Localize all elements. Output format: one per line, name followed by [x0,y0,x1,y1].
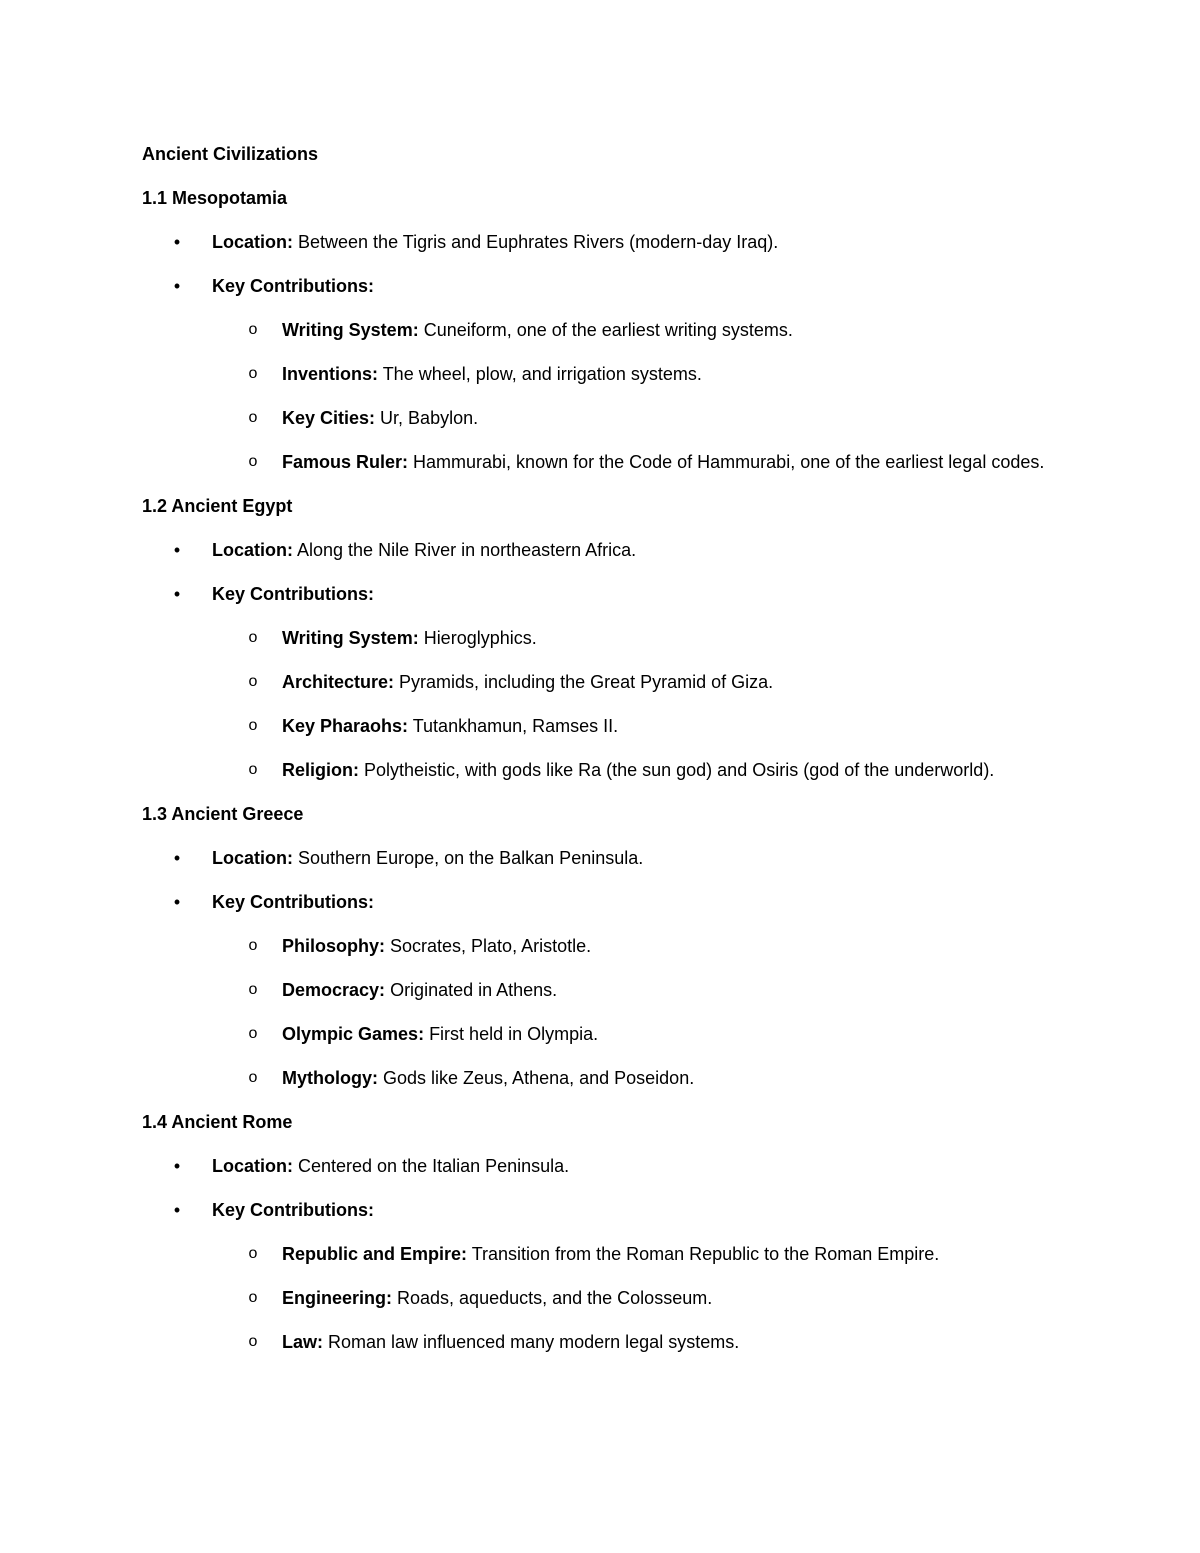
contribution-item [142,935,1082,957]
contribution-label: Writing System: [282,628,419,648]
sub-bullet-marker-icon: o [248,1245,258,1262]
contributions-label: Key Contributions: [212,892,374,912]
sections-container [142,187,1082,1353]
sub-bullet-marker-icon: o [248,409,258,426]
sub-bullet-marker-icon: o [248,453,258,470]
contribution-text: Roman law influenced many modern legal systems. [323,1332,740,1352]
location-text: Southern Europe, on the Balkan Peninsula. [293,848,644,868]
contribution-text: Roads, aqueducts, and the Colosseum. [392,1288,713,1308]
contribution-item [142,979,1082,1001]
contribution-text: First held in Olympia. [424,1024,599,1044]
contributions-bullet [142,1199,1082,1221]
contribution-item [142,1067,1082,1089]
contribution-label: Inventions: [282,364,379,384]
location-label: Location: [212,848,293,868]
contribution-text: Ur, Babylon. [375,408,479,428]
sub-bullet-marker-icon: o [248,321,258,338]
contribution-item [142,1331,1082,1353]
location-bullet [142,847,1082,869]
document-page [142,143,1082,1375]
sub-bullet-marker-icon: o [248,937,258,954]
contribution-text: Transition from the Roman Republic to the Roman Empire. [467,1244,940,1264]
sub-bullet-marker-icon: o [248,1289,258,1306]
contribution-text: Gods like Zeus, Athena, and Poseidon. [378,1068,695,1088]
contribution-item [142,715,1082,737]
contribution-item [142,1243,1082,1265]
contribution-label: Mythology: [282,1068,378,1088]
bullet-marker-icon: • [173,276,181,296]
contribution-label: Philosophy: [282,936,385,956]
document-title: Ancient Civilizations [142,144,319,164]
contribution-label: Engineering: [282,1288,393,1308]
bullet-marker-icon: • [173,848,181,868]
sub-bullet-marker-icon: o [248,1025,258,1042]
contribution-item [142,451,1082,473]
contribution-label: Religion: [282,760,359,780]
contribution-item [142,319,1082,341]
contribution-item [142,407,1082,429]
contribution-label: Architecture: [282,672,395,692]
contribution-text: Socrates, Plato, Aristotle. [385,936,592,956]
contribution-label: Writing System: [282,320,419,340]
section [142,187,1082,473]
bullet-marker-icon: • [173,1156,181,1176]
location-bullet [142,1155,1082,1177]
contributions-bullet [142,891,1082,913]
contribution-label: Famous Ruler: [282,452,409,472]
sub-bullet-marker-icon: o [248,1333,258,1350]
contribution-label: Key Cities: [282,408,376,428]
contribution-label: Olympic Games: [282,1024,425,1044]
location-label: Location: [212,1156,293,1176]
location-label: Location: [212,540,293,560]
section-heading: 1.4 Ancient Rome [142,1112,293,1132]
bullet-marker-icon: • [173,1200,181,1220]
contribution-item [142,759,1082,781]
location-bullet [142,539,1082,561]
section-heading: 1.2 Ancient Egypt [142,496,293,516]
contribution-text: Originated in Athens. [385,980,558,1000]
bullet-marker-icon: • [173,540,181,560]
contribution-item [142,671,1082,693]
bullet-marker-icon: • [173,892,181,912]
section [142,495,1082,781]
location-text: Between the Tigris and Euphrates Rivers (modern-day Iraq). [293,232,779,252]
location-text: Along the Nile River in northeastern Africa. [293,540,637,560]
contribution-text: Hieroglyphics. [418,628,537,648]
location-label: Location: [212,232,293,252]
location-bullet [142,231,1082,253]
contributions-label: Key Contributions: [212,584,374,604]
section-heading: 1.3 Ancient Greece [142,804,304,824]
sub-bullet-marker-icon: o [248,981,258,998]
contributions-bullet [142,583,1082,605]
contributions-label: Key Contributions: [212,276,374,296]
sub-bullet-marker-icon: o [248,365,258,382]
contribution-text: Cuneiform, one of the earliest writing systems. [418,320,793,340]
section [142,1111,1082,1353]
bullet-marker-icon: • [173,584,181,604]
contribution-text: Tutankhamun, Ramses II. [408,716,619,736]
contributions-label: Key Contributions: [212,1200,374,1220]
contribution-text: The wheel, plow, and irrigation systems. [378,364,702,384]
location-text: Centered on the Italian Peninsula. [293,1156,570,1176]
contribution-text: Hammurabi, known for the Code of Hammurabi, one of the earliest legal codes. [408,452,1045,472]
contribution-item [142,1287,1082,1309]
sub-bullet-marker-icon: o [248,761,258,778]
sub-bullet-marker-icon: o [248,717,258,734]
sub-bullet-marker-icon: o [248,673,258,690]
contributions-bullet [142,275,1082,297]
contribution-item [142,1023,1082,1045]
contribution-item [142,627,1082,649]
section-heading: 1.1 Mesopotamia [142,188,288,208]
sub-bullet-marker-icon: o [248,629,258,646]
contribution-text: Pyramids, including the Great Pyramid of Giza. [394,672,774,692]
contribution-label: Law: [282,1332,324,1352]
contribution-label: Democracy: [282,980,386,1000]
sub-bullet-marker-icon: o [248,1069,258,1086]
contribution-item [142,363,1082,385]
contribution-text: Polytheistic, with gods like Ra (the sun god) and Osiris (god of the underworld). [359,760,995,780]
contribution-label: Key Pharaohs: [282,716,409,736]
contribution-label: Republic and Empire: [282,1244,468,1264]
bullet-marker-icon: • [173,232,181,252]
section [142,803,1082,1089]
